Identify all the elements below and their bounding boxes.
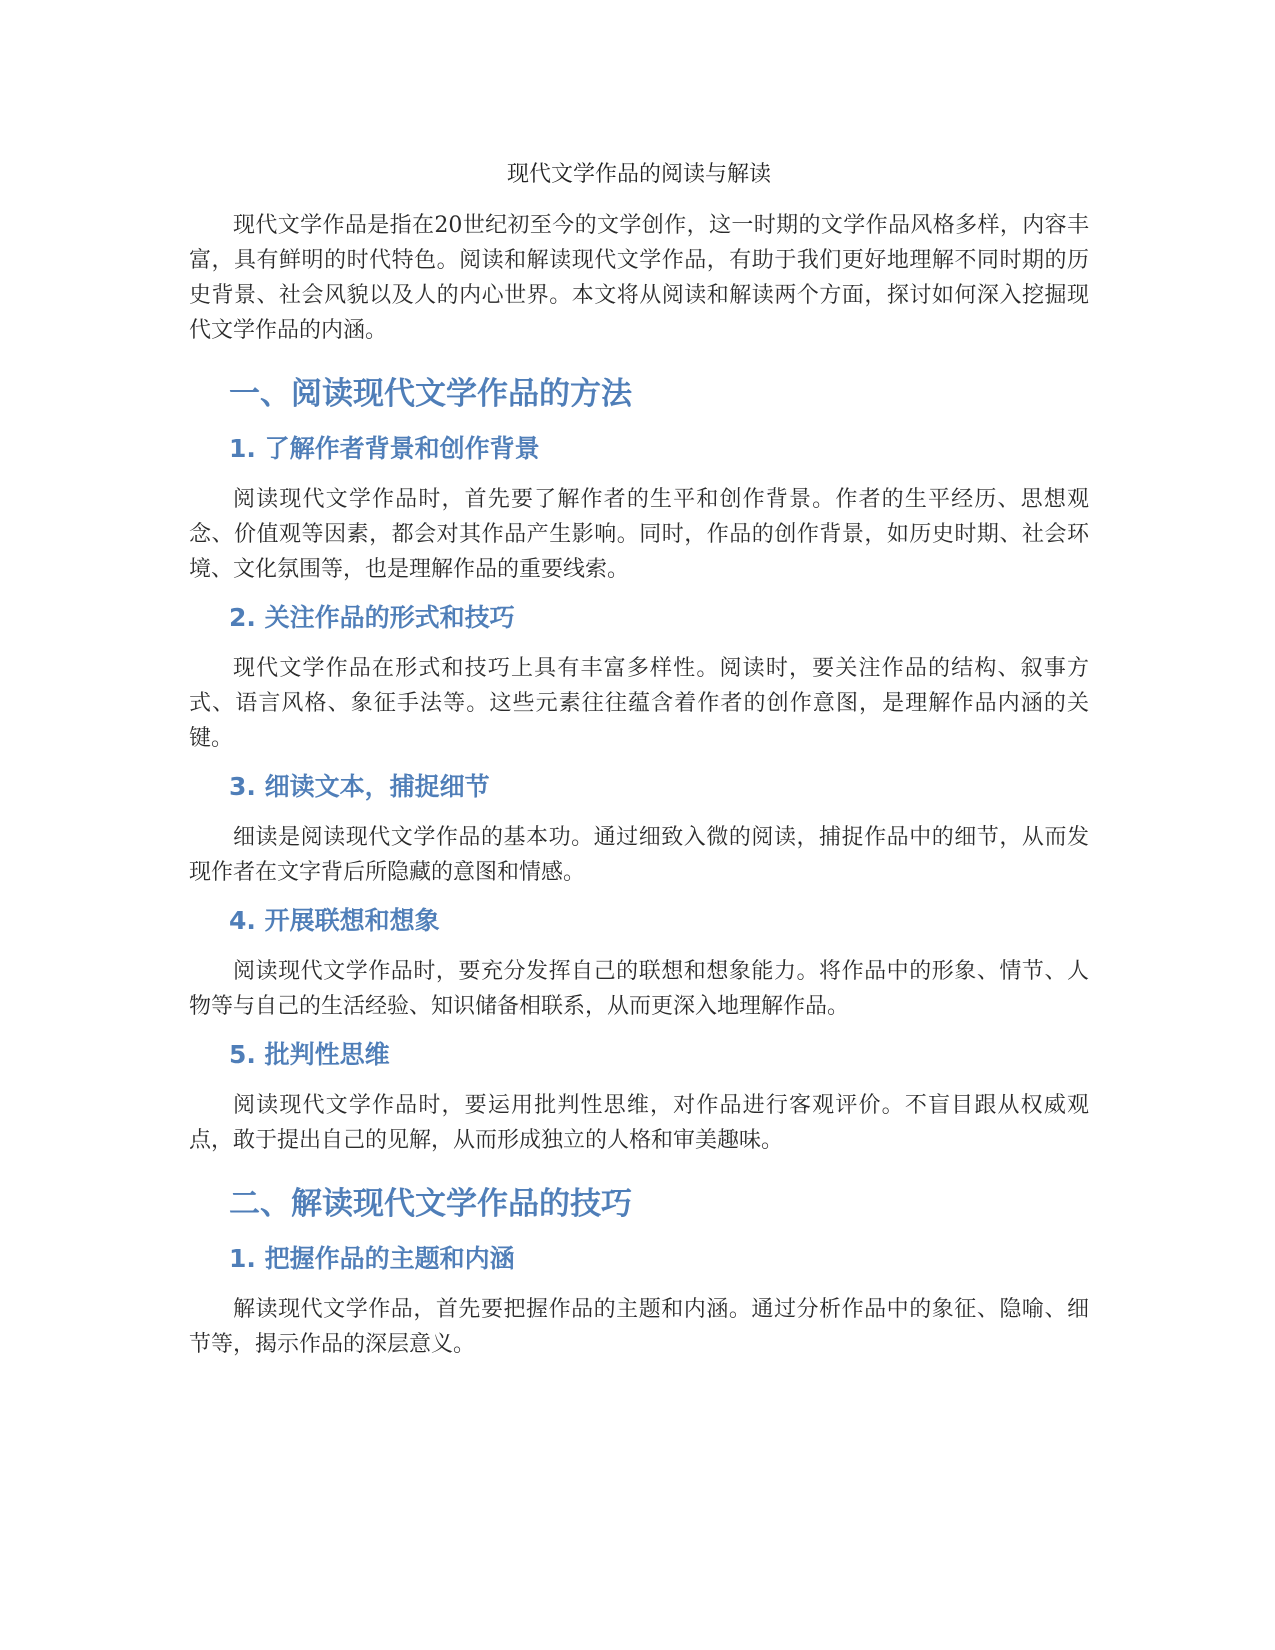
document-content	[189, 160, 1089, 1376]
section-body: 现代文学作品在形式和技巧上具有丰富多样性。阅读时，要关注作品的结构、叙事方式、语言风格、象征手法等。这些元素往往蕴含着作者的创作意图，是理解作品内涵的关键。	[189, 656, 1089, 751]
section-theme	[189, 1242, 1089, 1362]
part1-heading: 一、阅读现代文学作品的方法	[229, 376, 632, 412]
section-close-reading	[189, 770, 1089, 890]
section-form-technique	[189, 601, 1089, 756]
section-body: 细读是阅读现代文学作品的基本功。通过细致入微的阅读，捕捉作品中的细节，从而发现作者在文字背后所隐藏的意图和情感。	[189, 825, 1089, 885]
section-body: 阅读现代文学作品时，要充分发挥自己的联想和想象能力。将作品中的形象、情节、人物等与自己的生活经验、知识储备相联系，从而更深入地理解作品。	[189, 959, 1089, 1019]
section-heading: 3. 细读文本，捕捉细节	[229, 772, 490, 801]
section-body: 阅读现代文学作品时，要运用批判性思维，对作品进行客观评价。不盲目跟从权威观点，敢于提出自己的见解，从而形成独立的人格和审美趣味。	[189, 1093, 1089, 1153]
section-body: 阅读现代文学作品时，首先要了解作者的生平和创作背景。作者的生平经历、思想观念、价值观等因素，都会对其作品产生影响。同时，作品的创作背景，如历史时期、社会环境、文化氛围等，也是理解作品的重要线索。	[189, 487, 1089, 582]
document-title: 现代文学作品的阅读与解读	[506, 162, 771, 187]
part2-heading: 二、解读现代文学作品的技巧	[229, 1186, 632, 1222]
section-critical-thinking	[189, 1038, 1089, 1158]
section-imagination	[189, 904, 1089, 1024]
section-heading: 5. 批判性思维	[229, 1040, 390, 1069]
section-heading: 4. 开展联想和想象	[229, 906, 440, 935]
section-heading: 2. 关注作品的形式和技巧	[229, 603, 515, 632]
section-body: 解读现代文学作品，首先要把握作品的主题和内涵。通过分析作品中的象征、隐喻、细节等，揭示作品的深层意义。	[189, 1297, 1089, 1357]
section-heading: 1. 把握作品的主题和内涵	[229, 1244, 515, 1273]
section-heading: 1. 了解作者背景和创作背景	[229, 434, 540, 463]
intro-paragraph: 现代文学作品是指在20世纪初至今的文学创作，这一时期的文学作品风格多样，内容丰富，具有鲜明的时代特色。阅读和解读现代文学作品，有助于我们更好地理解不同时期的历史背景、社会风貌以及人的内心世界。本文将从阅读和解读两个方面，探讨如何深入挖掘现代文学作品的内涵。	[189, 213, 1089, 343]
section-author-background	[189, 432, 1089, 587]
